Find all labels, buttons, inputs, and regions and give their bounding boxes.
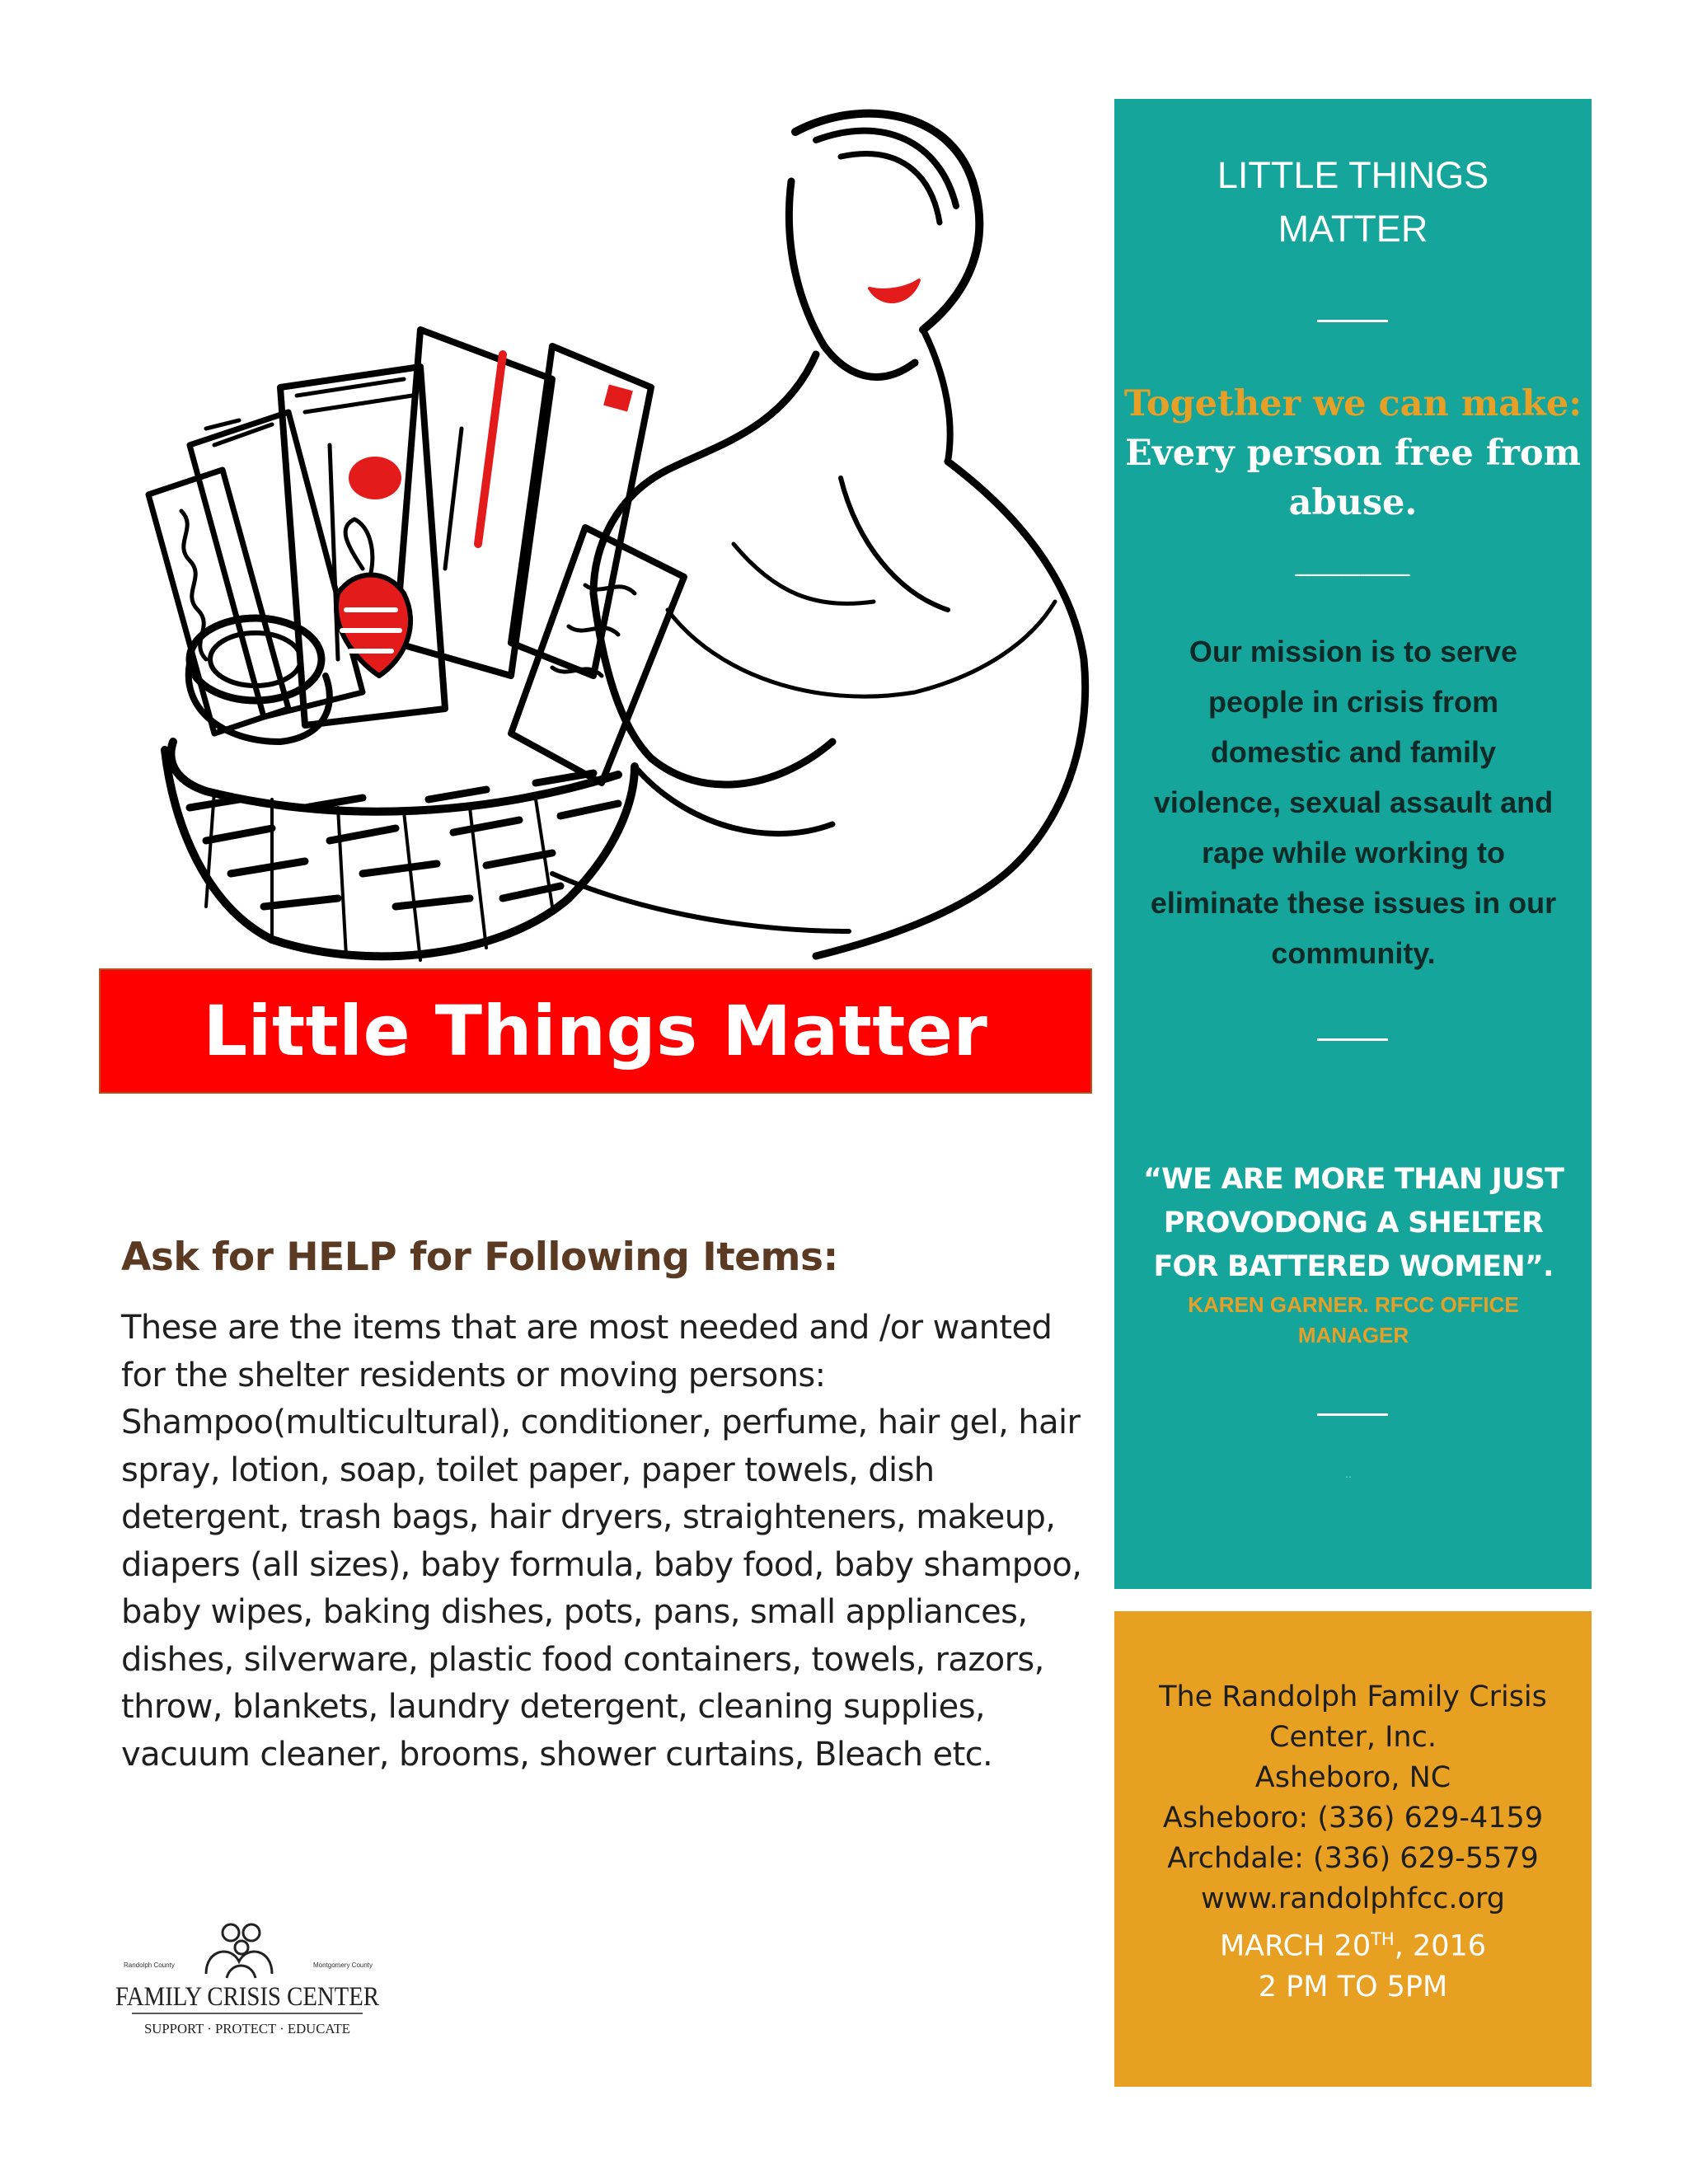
website-link[interactable]: www.randolphfcc.org [1201,1882,1505,1915]
ask-help-heading: Ask for HELP for Following Items: [121,1235,838,1280]
together-line2: abuse. [1288,482,1418,523]
org-name-line2: Center, Inc. [1269,1721,1437,1754]
logo-left-county: Randolph County [124,1961,175,1969]
logo-tagline: SUPPORT · PROTECT · EDUCATE [144,2021,350,2036]
org-city: Asheboro, NC [1254,1761,1451,1794]
event-time: 2 PM TO 5PM [1258,1970,1448,2004]
small-dot-text: .. [1345,1467,1352,1480]
mission-sidebar [1114,99,1592,1589]
sidebar-title-line1: LITTLE THINGS [1217,154,1489,196]
quote-attribution: KAREN GARNER. RFCC OFFICE MANAGER [1188,1292,1519,1347]
together-label: Together we can make: [1123,383,1582,424]
mission-statement: Our mission is to serve people in crisis from domestic and family violence, sexual assault and rape while working to eliminate these issues in our community. [1150,635,1557,970]
sidebar-title-line2: MATTER [1278,208,1428,250]
together-statement [1114,379,1592,527]
logo-name: FAMILY CRISIS CENTER [115,1982,379,2012]
phone-asheboro: Asheboro: (336) 629-4159 [1162,1802,1544,1835]
sidebar-title [1114,148,1592,255]
banner-title: Little Things Matter [203,991,988,1071]
together-line1: Every person free from [1124,433,1582,474]
logo-right-county: Montgomery County [313,1961,373,1969]
gift-basket-illustration [91,82,1104,972]
event-date-sup: TH [1371,1929,1395,1949]
family-crisis-center-logo [107,1916,387,2048]
quote-text: “WE ARE MORE THAN JUST PROVODONG A SHELTER FOR BATTERED WOMEN”. [1142,1163,1564,1283]
title-banner [99,968,1092,1094]
divider-rule [1317,320,1388,322]
contact-box [1114,1611,1592,2087]
contact-details [1114,1677,1592,2008]
event-date-prefix: MARCH 20 [1219,1929,1372,1963]
divider-rule [1317,1038,1388,1041]
needed-items-text: These are the items that are most needed and /or wanted for the shelter residents or moving persons: Shampoo(multicultural), conditioner, perfume, hair gel, hair spray, lotion, soap, toilet paper, paper towels, dish detergent, trash bags, hair dryers, straighteners, makeup, diapers (all sizes), baby formula, baby food, baby shampoo, baby wipes, baking dishes, pots, pans, small appliances, dishes, silverware, plastic food containers, towels, razors, throw, blankets, laundry detergent, cleaning supplies, vacuum cleaner, brooms, shower curtains, Bleach etc. [121,1309,1082,1774]
divider-rule [1317,1413,1388,1416]
event-date-suffix: , 2016 [1394,1929,1487,1963]
event-date [1114,1919,1592,1967]
phone-archdale: Archdale: (336) 629-5579 [1167,1842,1539,1875]
dash-divider: _______ [1295,546,1411,577]
org-name-line1: The Randolph Family Crisis [1159,1680,1547,1713]
